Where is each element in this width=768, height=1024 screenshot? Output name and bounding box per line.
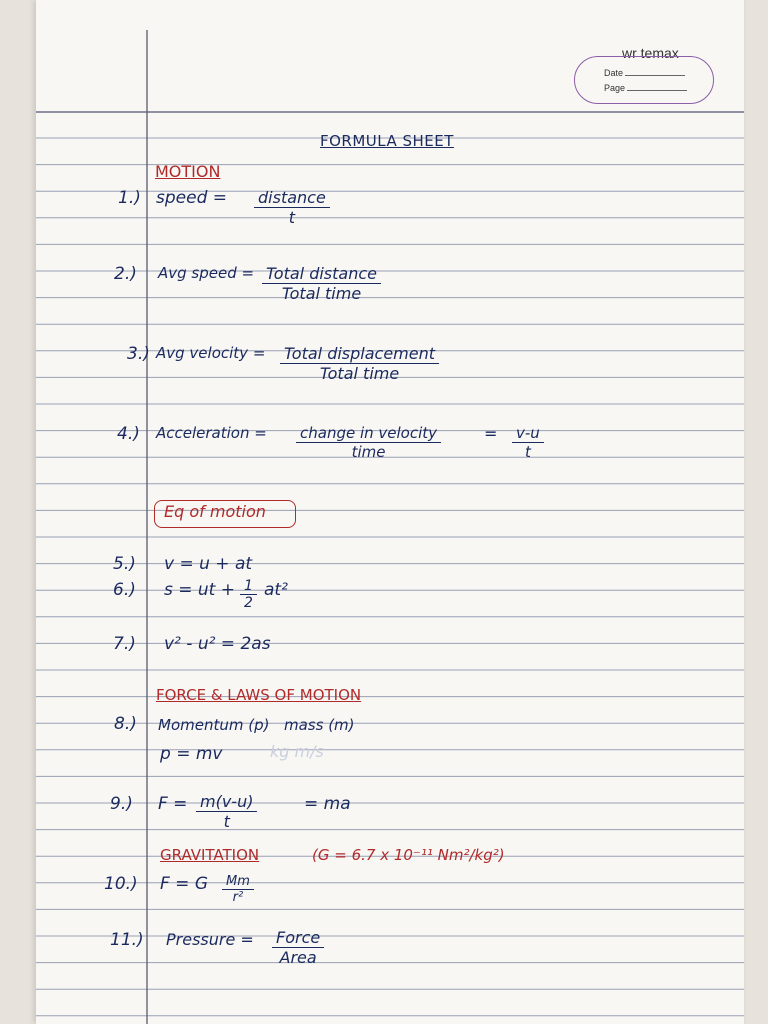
numerator: m(v-u) bbox=[196, 792, 257, 812]
fraction bbox=[262, 264, 381, 303]
formula-number: 10.) bbox=[104, 874, 138, 894]
formula-rhs: = ma bbox=[304, 794, 351, 814]
numerator: Total displacement bbox=[280, 344, 439, 364]
notebook-page bbox=[36, 0, 744, 1024]
numerator: Mm bbox=[222, 874, 254, 890]
formula-number: 2.) bbox=[114, 264, 137, 284]
formula-text: Momentum (p) bbox=[158, 716, 270, 734]
formula-number: 1.) bbox=[118, 188, 141, 208]
fraction bbox=[296, 424, 441, 461]
fraction bbox=[222, 874, 254, 905]
fraction bbox=[272, 928, 324, 967]
formula-lhs: Avg velocity = bbox=[156, 344, 266, 362]
faint-unit-note: kg m/s bbox=[270, 742, 324, 761]
page-title: FORMULA SHEET bbox=[320, 132, 454, 150]
formula-number: 5.) bbox=[113, 554, 136, 574]
fraction bbox=[280, 344, 439, 383]
formula-lhs: Pressure = bbox=[166, 930, 254, 949]
formula-lhs: F = bbox=[158, 794, 188, 814]
formula-text: mass (m) bbox=[284, 716, 355, 734]
fraction bbox=[254, 188, 330, 227]
numerator: Total distance bbox=[262, 264, 381, 284]
fraction bbox=[240, 578, 257, 611]
formula-text: v² - u² = 2as bbox=[164, 634, 271, 654]
page-field: Page bbox=[604, 83, 687, 93]
formula-text: v = u + at bbox=[164, 554, 253, 574]
denominator: 2 bbox=[244, 595, 253, 611]
section-eq-of-motion: Eq of motion bbox=[164, 502, 266, 521]
ruled-lines bbox=[36, 0, 744, 1024]
numerator: Force bbox=[272, 928, 324, 948]
numerator: 1 bbox=[240, 578, 257, 595]
fraction bbox=[196, 792, 257, 831]
brand-logo: wr temax bbox=[622, 45, 679, 61]
section-motion: MOTION bbox=[155, 162, 221, 181]
gravitational-constant: (G = 6.7 x 10⁻¹¹ Nm²/kg²) bbox=[312, 846, 505, 864]
numerator: distance bbox=[254, 188, 330, 208]
formula-lhs: speed = bbox=[156, 188, 228, 208]
denominator: Total time bbox=[319, 364, 400, 383]
denominator: Area bbox=[279, 948, 317, 967]
fraction bbox=[512, 424, 544, 461]
formula-number: 11.) bbox=[110, 930, 144, 950]
formula-text: p = mv bbox=[160, 744, 223, 764]
denominator: t bbox=[223, 812, 230, 831]
numerator: v-u bbox=[512, 424, 544, 443]
section-gravitation: GRAVITATION bbox=[160, 846, 260, 864]
formula-lhs: s = ut + bbox=[164, 580, 235, 600]
formula-lhs: Avg speed = bbox=[158, 264, 255, 282]
formula-number: 4.) bbox=[117, 424, 140, 444]
equals-sign: = bbox=[484, 424, 498, 443]
formula-number: 7.) bbox=[113, 634, 136, 654]
formula-lhs: F = G bbox=[160, 874, 209, 894]
denominator: t bbox=[288, 208, 296, 227]
formula-number: 3.) bbox=[127, 344, 150, 364]
formula-lhs: Acceleration = bbox=[156, 424, 267, 442]
date-page-box bbox=[574, 56, 714, 104]
denominator: r² bbox=[232, 890, 244, 905]
section-force: FORCE & LAWS OF MOTION bbox=[156, 686, 362, 704]
formula-rhs: at² bbox=[264, 580, 288, 600]
formula-number: 9.) bbox=[110, 794, 133, 814]
date-field: Date bbox=[604, 68, 685, 78]
numerator: change in velocity bbox=[296, 424, 441, 443]
denominator: Total time bbox=[281, 284, 362, 303]
formula-number: 6.) bbox=[113, 580, 136, 600]
formula-number: 8.) bbox=[114, 714, 137, 734]
denominator: time bbox=[351, 443, 386, 461]
denominator: t bbox=[524, 443, 531, 461]
